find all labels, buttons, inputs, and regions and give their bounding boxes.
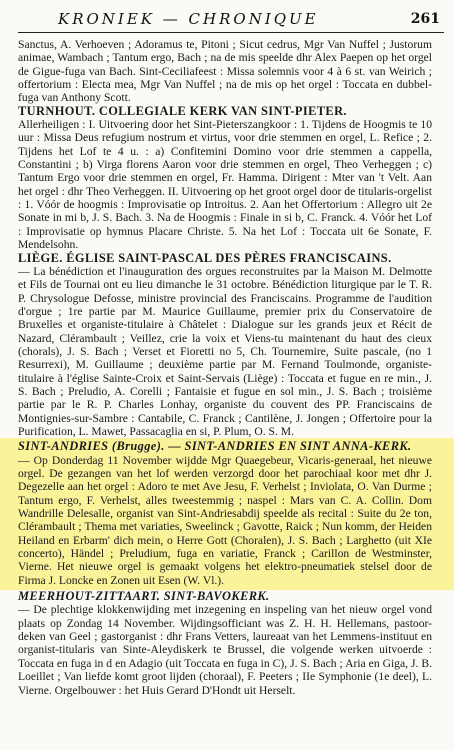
section-heading: LIÈGE. ÉGLISE SAINT-PASCAL DES PÈRES FRANCISCAINS.	[18, 250, 392, 265]
section-heading: SINT-ANDRIES (Brugge). — SINT-ANDRIES EN SINT ANNA-KERK.	[18, 439, 412, 454]
section-sint-andries-highlighted	[0, 438, 454, 590]
section-heading: TURNHOUT. COLLEGIALE KERK VAN SINT-PIETER.	[18, 103, 347, 118]
paragraph: — De plechtige klokkenwijding met inzegening en inspeling van het nieuw orgel vond plaats op Zondag 14 November. Wijdingsofficiant was Z. H. H. Hellemans, pastoor-deken van Geel ; gastorganist : dhr Frans Vetters, laureaat van het Lemmens-instituut en organist-titularis van Sinte-Aleydiskerk te Brussel, die volgende werken uitvoerde : Toccata en fuga in d en Adagio (uit Toccata en fuga in C), J. S. Bach ; Aria en Giga, J. B. Loeillet ; Van liefde komt groot lijden (choraal), F. Peeters ; IIe Symphonie (1e deel), L. Vierne. Orgelbouwer : het Huis Gerard D'Hondt uit Herselt.	[18, 603, 432, 697]
page-number: 261	[410, 11, 440, 27]
paragraph: Sanctus, A. Verhoeven ; Adoramus te, Pitoni ; Sicut cedrus, Mgr Van Nuffel ; Justorum animae, Wambach ; Tantum ergo, Bach ; na de mis speelde dhr Alex Paepen op het orgel de Gigue-fuga van Bach. Sint-Ceciliafeest : Missa solemnis voor 4 à 6 st. van Weirich ; offertorium : Electa mea, Mgr Van Nuffel ; na de mis op het orgel : Toccata en dubbel-fuga van Anthony Scott.	[18, 38, 432, 105]
section-liege	[18, 252, 432, 439]
section-intro	[18, 38, 432, 105]
section-heading: MEERHOUT-ZITTAART. SINT-BAVOKERK.	[18, 589, 270, 604]
running-header	[18, 10, 444, 33]
paragraph: — La bénédiction et l'inauguration des orgues reconstruites par la Maison M. Delmotte et Fils de Tournai ont eu lieu dimanche le 31 octobre. Bénédiction liturgique par le T. R. P. Chrysologue Defosse, ministre provincial des Franciscains. Programme de l'audition d'orgue ; 1re partie par M. Maurice Guillaume, premier prix du Conservatoire de Bruxelles et organiste-titulaire à Châtelet : Dialogue sur les grands jeux et Récit de Nazard, Clérambault ; Veillez, crie la voix et Viens-tu maintenant du haut des cieux (chorals), J. S. Bach ; Verset et Fioretti no 5, Ch. Tournemire, Suite pascale, (no 1 Resurrexi), M. Guillaume ; deuxième partie par M. Fernand Toulmonde, organiste-titulaire à l'église Sainte-Croix et Saint-Servais (Liège) : Toccata et fugue en re min., J. S. Bach ; Preludio, A. Corelli ; Fantaisie et fugue en sol min., J. S. Bach ; troisième partie par le R. P. Charles Lonhay, organiste du couvent des PP. Franciscains de Montignies-sur-Sambre : Cantabile, C. Franck ; Cantilène, J. Jongen ; Offertoire pour la Purification, L. Mawet, Passacaglia en si, P. Plum, O. S. M.	[18, 264, 432, 438]
article-body	[18, 38, 432, 697]
running-title: KRONIEK — CHRONIQUE	[58, 10, 319, 28]
section-meerhout	[18, 590, 432, 697]
section-turnhout	[18, 105, 432, 252]
paragraph: — Op Donderdag 11 November wijdde Mgr Quaegebeur, Vicaris-generaal, het nieuwe orgel. De gezangen van het lof werden verzorgd door het parochiaal koor met dhr J. Degezelle aan het orgel : Adoro te met Ave Jesu, F. Verhelst ; Inviolata, O. Van Durme ; Tantum ergo, F. Verhelst, alles tweestemmig ; naspel : Mars van C. A. Collin. Dom Wandrille Delesalle, organist van Sint-Andriesabdij speelde als recital : Suite du 2e ton, Clérambault ; Thema met variaties, Sweelinck ; Gavotte, Raick ; Nun komm, der Heiden Heiland en Erbarm' dich mein, o Herre Gott (Choralen), J. S. Bach ; Larghetto (uit XIe concerto), Händel ; Preludium, fuga en variatie, Franck ; Carillon de Westminster, Vierne. Het nieuwe orgel is gemaakt volgens het elektro-pneumatiek stelsel door de Firma J. Loncke en Zonen uit Esen (W. Vl.).	[18, 453, 432, 587]
paragraph: Allerheiligen : I. Uitvoering door het Sint-Pieterszangkoor : 1. Tijdens de Hoogmis te 10 uur : Missa Deus refugium nostrum et virtus, voor drie stemmen en orgel, L. Refice ; 2. Tijdens het Lof te 4 u. : a) Confitemini Domino voor drie stemmen a cappella, Constantini ; b) Virga florens Aaron voor drie stemmen en orgel, Theo Verheggen ; c) Tantum Ergo voor drie stemmen en orgel, Fr. Hamma. Dirigent : Mter van 't Velt. Aan het orgel : dhr Theo Verheggen. II. Uitvoering op het groot orgel door de titularis-orgelist : 1. Vóór de hoogmis : Improvisatie op Introitus. 2. Aan het Offertorium : Allegro uit 2e Sonate in mi b, J. S. Bach. 3. Na de Hoogmis : Finale in si b, C. Franck. 4. Vóór het Lof : Improvisatie op hymnus Placare Christe. 5. Na het Lof : Toccata uit 6e Sonate, F. Mendelsohn.	[18, 118, 432, 252]
